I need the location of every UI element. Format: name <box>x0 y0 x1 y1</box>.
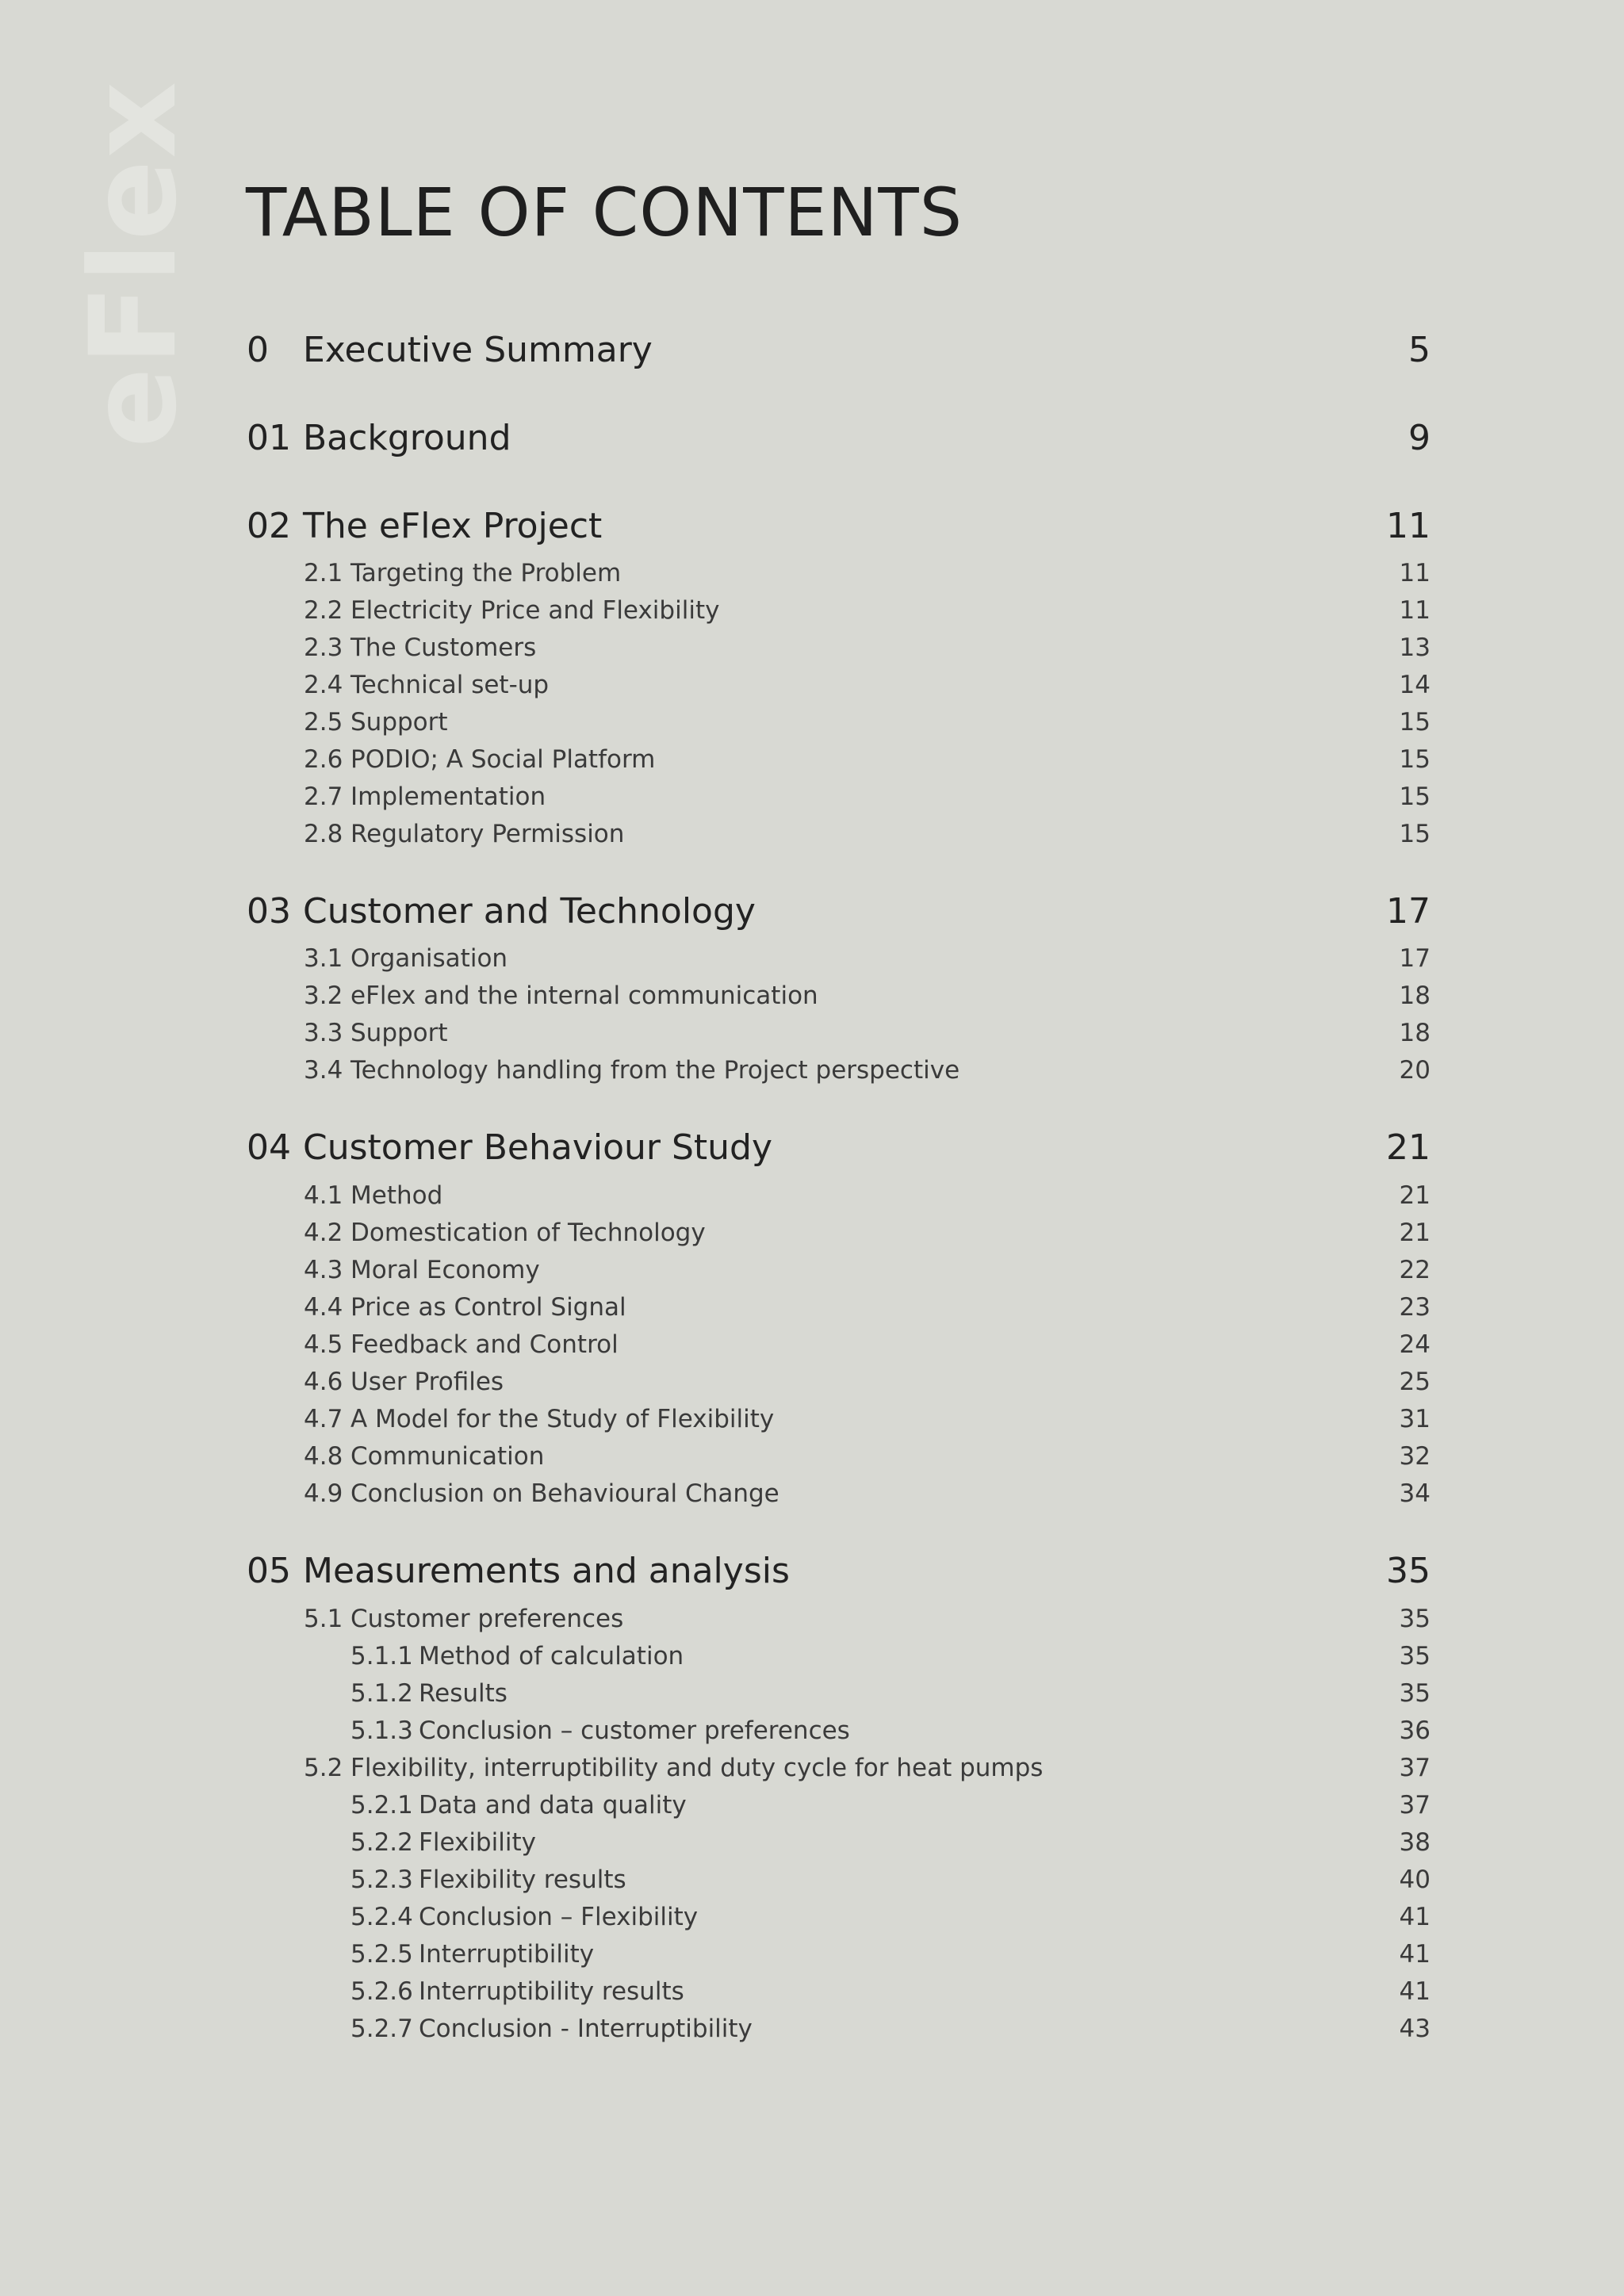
toc-entry-page: 11 <box>1386 506 1431 546</box>
toc-section[interactable] <box>0 742 1624 777</box>
toc-section[interactable] <box>0 1290 1624 1325</box>
toc-subsection[interactable] <box>0 1639 1624 1674</box>
toc-entry-page: 21 <box>1399 1181 1431 1210</box>
toc-entry-title: Method <box>350 1181 443 1210</box>
toc-entry-number: 3.4 <box>304 1056 343 1085</box>
toc-entry-page: 15 <box>1399 745 1431 774</box>
toc-entry-title: A Model for the Study of Flexibility <box>350 1405 775 1433</box>
toc-entry-title: Support <box>350 708 448 737</box>
toc-entry-page: 15 <box>1399 708 1431 737</box>
page-title: TABLE OF CONTENTS <box>246 174 963 251</box>
toc-entry-title: Background <box>303 418 511 458</box>
toc-entry-number: 4.5 <box>304 1330 343 1359</box>
toc-entry-number: 5.2.2 <box>350 1828 413 1857</box>
toc-entry-title: Conclusion – customer preferences <box>419 1716 850 1745</box>
toc-entry-number: 4.2 <box>304 1219 343 1247</box>
toc-entry-number: 2.3 <box>304 633 343 662</box>
toc-entry-page: 11 <box>1399 559 1431 587</box>
toc-section[interactable] <box>0 1439 1624 1474</box>
toc-entry-title: Implementation <box>350 783 546 811</box>
toc-entry-page: 13 <box>1399 633 1431 662</box>
toc-entry-page: 38 <box>1399 1828 1431 1857</box>
toc-entry-title: Organisation <box>350 944 508 973</box>
toc-subsection[interactable] <box>0 2011 1624 2046</box>
toc-entry-page: 21 <box>1399 1219 1431 1247</box>
toc-entry-number: 02 <box>247 506 291 546</box>
toc-entry-number: 5.1.2 <box>350 1679 413 1708</box>
toc-entry-title: Conclusion on Behavioural Change <box>350 1479 779 1508</box>
toc-section[interactable] <box>0 1402 1624 1437</box>
toc-section[interactable] <box>0 1178 1624 1213</box>
toc-entry-title: Targeting the Problem <box>350 559 622 587</box>
toc-entry-number: 05 <box>247 1551 291 1591</box>
toc-entry-page: 36 <box>1399 1716 1431 1745</box>
toc-section[interactable] <box>0 978 1624 1013</box>
toc-entry-page: 18 <box>1399 1019 1431 1047</box>
toc-entry-number: 5.1.3 <box>350 1716 413 1745</box>
toc-entry-page: 15 <box>1399 820 1431 848</box>
toc-section[interactable] <box>0 941 1624 976</box>
toc-entry-number: 4.9 <box>304 1479 343 1508</box>
toc-entry-title: Technical set-up <box>350 671 550 699</box>
toc-entry-number: 01 <box>247 418 291 458</box>
toc-entry-title: Results <box>419 1679 508 1708</box>
toc-entry-page: 35 <box>1386 1551 1431 1591</box>
toc-entry-number: 2.6 <box>304 745 343 774</box>
toc-entry-title: Domestication of Technology <box>350 1219 706 1247</box>
toc-entry-page: 9 <box>1408 418 1431 458</box>
toc-entry-title: Method of calculation <box>419 1642 684 1670</box>
toc-entry-number: 5.2 <box>304 1754 343 1782</box>
toc-section[interactable] <box>0 705 1624 740</box>
toc-entry-page: 41 <box>1399 1977 1431 2006</box>
toc-entry-title: Conclusion – Flexibility <box>419 1903 699 1931</box>
toc-entry-title: Support <box>350 1019 448 1047</box>
toc-section[interactable] <box>0 1327 1624 1362</box>
toc-entry-page: 21 <box>1386 1127 1431 1168</box>
toc-entry-page: 35 <box>1399 1679 1431 1708</box>
toc-entry-page: 37 <box>1399 1754 1431 1782</box>
toc-section[interactable] <box>0 1215 1624 1250</box>
toc-entry-number: 4.7 <box>304 1405 343 1433</box>
toc-entry-number: 3.1 <box>304 944 343 973</box>
toc-entry-number: 3.2 <box>304 982 343 1010</box>
toc-entry-number: 2.4 <box>304 671 343 699</box>
toc-entry-title: Conclusion - Interruptibility <box>419 2015 753 2043</box>
toc-entry-page: 25 <box>1399 1368 1431 1396</box>
toc-section[interactable] <box>0 668 1624 702</box>
toc-entry-title: Flexibility, interruptibility and duty cycle for heat pumps <box>350 1754 1044 1782</box>
toc-section[interactable] <box>0 556 1624 591</box>
toc-entry-number: 2.7 <box>304 783 343 811</box>
toc-entry-page: 31 <box>1399 1405 1431 1433</box>
toc-entry-number: 04 <box>247 1127 291 1168</box>
toc-entry-number: 4.6 <box>304 1368 343 1396</box>
toc-entry-title: Moral Economy <box>350 1256 540 1284</box>
toc-entry-title: Customer and Technology <box>303 891 756 932</box>
toc-entry-number: 2.8 <box>304 820 343 848</box>
toc-entry-page: 17 <box>1386 891 1431 932</box>
toc-chapter[interactable] <box>0 1546 1624 1597</box>
toc-entry-page: 23 <box>1399 1293 1431 1322</box>
toc-entry-number: 3.3 <box>304 1019 343 1047</box>
toc-section[interactable] <box>0 1364 1624 1399</box>
toc-entry-page: 35 <box>1399 1605 1431 1633</box>
toc-subsection[interactable] <box>0 1788 1624 1823</box>
toc-entry-title: Data and data quality <box>419 1791 687 1820</box>
toc-entry-page: 20 <box>1399 1056 1431 1085</box>
toc-entry-title: Communication <box>350 1442 545 1471</box>
watermark-text: eFlex <box>65 79 204 449</box>
toc-entry-number: 5.2.6 <box>350 1977 413 2006</box>
toc-entry-number: 5.1 <box>304 1605 343 1633</box>
toc-entry-page: 24 <box>1399 1330 1431 1359</box>
toc-section[interactable] <box>0 630 1624 665</box>
toc-entry-page: 11 <box>1399 596 1431 625</box>
toc-entry-title: Executive Summary <box>303 330 653 370</box>
toc-chapter[interactable] <box>0 1123 1624 1173</box>
toc-subsection[interactable] <box>0 1862 1624 1897</box>
toc-entry-page: 40 <box>1399 1866 1431 1894</box>
toc-subsection[interactable] <box>0 1676 1624 1711</box>
toc-subsection[interactable] <box>0 1937 1624 1972</box>
toc-entry-title: Customer preferences <box>350 1605 624 1633</box>
toc-entry-page: 17 <box>1399 944 1431 973</box>
toc-section[interactable] <box>0 1016 1624 1050</box>
toc-entry-page: 22 <box>1399 1256 1431 1284</box>
toc-section[interactable] <box>0 817 1624 851</box>
toc-section[interactable] <box>0 779 1624 814</box>
toc-entry-number: 2.5 <box>304 708 343 737</box>
toc-entry-title: Interruptibility results <box>419 1977 684 2006</box>
toc-entry-page: 34 <box>1399 1479 1431 1508</box>
toc-subsection[interactable] <box>0 1713 1624 1748</box>
toc-section[interactable] <box>0 1751 1624 1785</box>
toc-section[interactable] <box>0 1253 1624 1288</box>
toc-entry-title: Measurements and analysis <box>303 1551 790 1591</box>
toc-entry-page: 41 <box>1399 1903 1431 1931</box>
toc-section[interactable] <box>0 1053 1624 1088</box>
toc-entry-page: 32 <box>1399 1442 1431 1471</box>
toc-entry-page: 15 <box>1399 783 1431 811</box>
toc-subsection[interactable] <box>0 1974 1624 2009</box>
toc-entry-number: 0 <box>247 330 269 370</box>
toc-entry-number: 5.2.5 <box>350 1940 413 1969</box>
toc-entry-page: 18 <box>1399 982 1431 1010</box>
toc-chapter[interactable] <box>0 501 1624 552</box>
toc-entry-title: Technology handling from the Project perspective <box>350 1056 960 1085</box>
toc-entry-page: 37 <box>1399 1791 1431 1820</box>
toc-chapter[interactable] <box>0 886 1624 937</box>
toc-chapter[interactable] <box>0 413 1624 464</box>
toc-entry-title: Customer Behaviour Study <box>303 1127 773 1168</box>
toc-entry-title: Feedback and Control <box>350 1330 619 1359</box>
toc-entry-number: 2.1 <box>304 559 343 587</box>
toc-entry-title: Flexibility <box>419 1828 536 1857</box>
toc-entry-number: 5.1.1 <box>350 1642 413 1670</box>
toc-entry-title: The Customers <box>350 633 537 662</box>
toc-entry-number: 4.1 <box>304 1181 343 1210</box>
toc-entry-title: eFlex and the internal communication <box>350 982 818 1010</box>
toc-entry-number: 5.2.1 <box>350 1791 413 1820</box>
toc-entry-number: 5.2.7 <box>350 2015 413 2043</box>
toc-entry-title: The eFlex Project <box>303 506 603 546</box>
toc-section[interactable] <box>0 1601 1624 1636</box>
toc-entry-page: 14 <box>1399 671 1431 699</box>
toc-entry-number: 5.2.3 <box>350 1866 413 1894</box>
toc-entry-number: 4.8 <box>304 1442 343 1471</box>
toc-entry-title: Electricity Price and Flexibility <box>350 596 720 625</box>
toc-entry-number: 4.4 <box>304 1293 343 1322</box>
toc-entry-title: User Profiles <box>350 1368 504 1396</box>
toc-section[interactable] <box>0 593 1624 628</box>
toc-entry-page: 35 <box>1399 1642 1431 1670</box>
toc-entry-title: Regulatory Permission <box>350 820 625 848</box>
toc-entry-number: 03 <box>247 891 291 932</box>
toc-entry-title: PODIO; A Social Platform <box>350 745 656 774</box>
toc-chapter[interactable] <box>0 325 1624 376</box>
toc-subsection[interactable] <box>0 1900 1624 1934</box>
toc-entry-title: Flexibility results <box>419 1866 626 1894</box>
toc-entry-page: 41 <box>1399 1940 1431 1969</box>
toc-entry-number: 5.2.4 <box>350 1903 413 1931</box>
toc-section[interactable] <box>0 1476 1624 1511</box>
toc-entry-page: 5 <box>1408 330 1431 370</box>
toc-entry-title: Price as Control Signal <box>350 1293 626 1322</box>
toc-entry-page: 43 <box>1399 2015 1431 2043</box>
toc-entry-number: 2.2 <box>304 596 343 625</box>
toc-entry-title: Interruptibility <box>419 1940 595 1969</box>
toc-subsection[interactable] <box>0 1825 1624 1860</box>
toc-entry-number: 4.3 <box>304 1256 343 1284</box>
